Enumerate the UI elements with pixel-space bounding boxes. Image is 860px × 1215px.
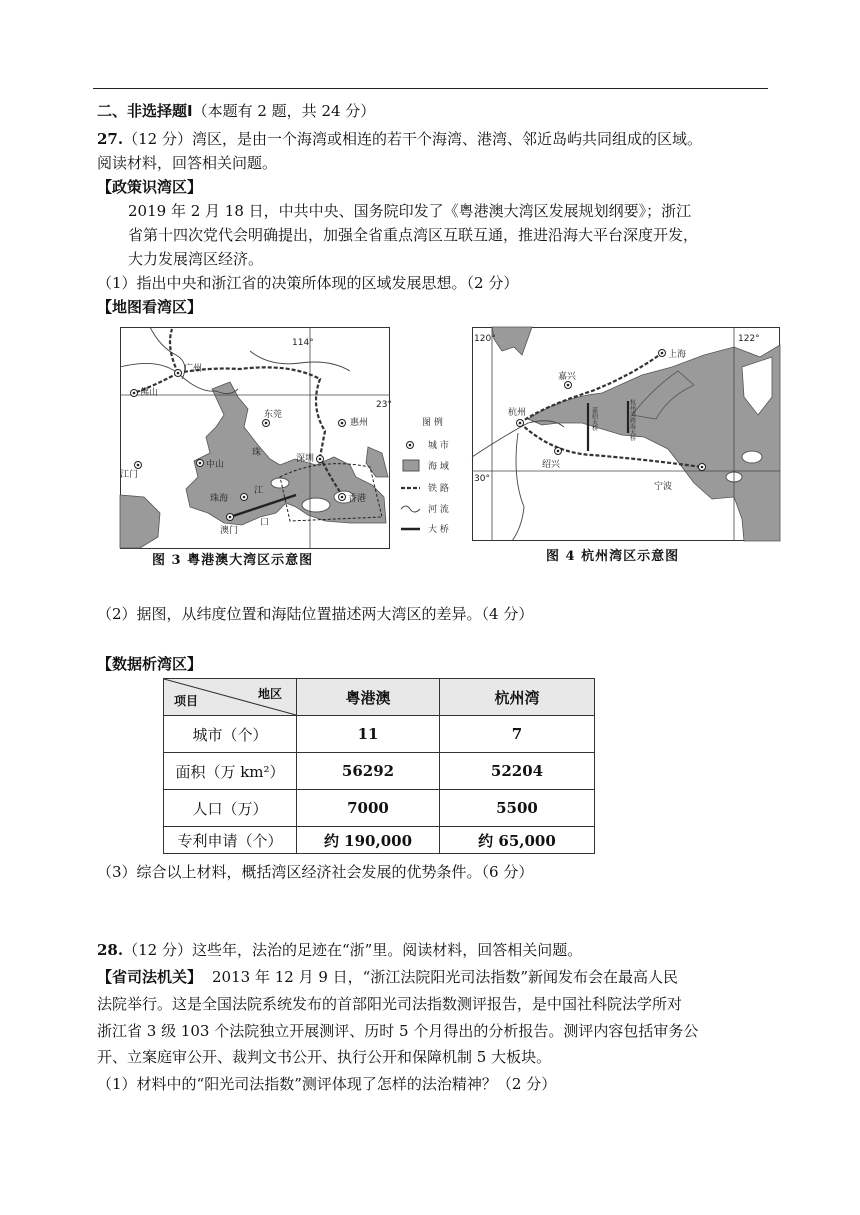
q28-para1-text: 2013 年 12 月 9 日，“浙江法院阳光司法指数”新闻发布会在最高人民 <box>212 968 678 986</box>
fig3-caption: 图 3 粤港澳大湾区示意图 <box>152 553 314 568</box>
legend-bridge: 大 桥 <box>428 525 449 535</box>
fig3-lon-label: 114° <box>292 338 314 348</box>
fig4-lon-label-122: 122° <box>738 334 760 344</box>
q27-sub3: （3）综合以上材料，概括湾区经济社会发展的优势条件。（6 分） <box>97 863 534 881</box>
city-shanghai: 上海 <box>668 350 687 360</box>
table-corner-cell <box>164 679 297 716</box>
section-title <box>97 100 375 122</box>
q28-number: 28. <box>97 941 124 959</box>
fig4-caption: 图 4 杭州湾区示意图 <box>546 549 680 564</box>
judicial-heading: 【省司法机关】 <box>97 968 203 986</box>
policy-line2: 省第十四次党代会明确提出，加强全省重点湾区互联互通，推进沿海大平台深度开发， <box>128 226 699 244</box>
q27-intro-line1: （12 分）湾区，是由一个海湾或相连的若干个海湾、港湾、邻近岛屿共同组成的区域。 <box>123 130 702 148</box>
fig3-map <box>120 327 390 549</box>
legend-sea: 海 域 <box>428 462 449 472</box>
policy-line1: 2019 年 2 月 18 日，中共中央、国务院印发了《粤港澳大湾区发展规划纲要》；浙江 <box>128 202 692 220</box>
fig3-legend <box>398 415 466 545</box>
section-title-rest: （本题有 2 题，共 24 分） <box>192 102 376 120</box>
city-jiangmen: 江门 <box>120 470 139 480</box>
city-guangzhou: 广州 <box>184 364 203 374</box>
q28-sub1: （1）材料中的“阳光司法指数”测评体现了怎样的法治精神？（2 分） <box>97 1075 557 1093</box>
city-zhongshan: 中山 <box>206 460 225 470</box>
bridge-label-hangzhou-bay: 杭州湾跨海大桥 <box>628 399 636 441</box>
table-header-row <box>164 679 595 716</box>
water-label-zhu: 珠 <box>252 448 262 458</box>
city-foshan: 佛山 <box>140 388 159 398</box>
fig4-lon-label-120: 120° <box>474 334 496 344</box>
policy-line3: 大力发展湾区经济。 <box>128 250 264 268</box>
table-row <box>164 716 595 753</box>
legend-river: 河 流 <box>428 505 449 515</box>
q28-para-line1 <box>97 966 678 988</box>
q28-para-line2: 法院举行。这是全国法院系统发布的首部阳光司法指数测评报告，是中国社科院法学所对 <box>97 995 683 1013</box>
fig3-lat-label: 23° <box>376 400 392 410</box>
city-zhuhai: 珠海 <box>210 494 229 504</box>
city-shaoxing: 绍兴 <box>542 460 561 470</box>
row-value-hzb: 5500 <box>440 790 595 827</box>
city-jiaxing: 嘉兴 <box>558 372 577 382</box>
table-row <box>164 790 595 827</box>
q28-intro-text: （12 分）这些年，法治的足迹在“浙”里。阅读材料，回答相关问题。 <box>123 941 583 959</box>
city-ningbo: 宁波 <box>654 482 673 492</box>
row-value-gba: 7000 <box>297 790 440 827</box>
q27-sub1: （1）指出中央和浙江省的决策所体现的区域发展思想。（2 分） <box>97 274 519 292</box>
header-col-hzb: 杭州湾 <box>440 679 595 716</box>
bridge-label-jiashao: 嘉绍大桥 <box>590 407 598 431</box>
top-rule <box>93 88 768 89</box>
table-row <box>164 827 595 854</box>
row-label: 城市（个） <box>164 716 297 753</box>
row-value-hzb: 约 65,000 <box>440 827 595 854</box>
table-row <box>164 753 595 790</box>
row-value-gba: 11 <box>297 716 440 753</box>
header-col-gba: 粤港澳 <box>297 679 440 716</box>
city-dongguan: 东莞 <box>264 410 283 420</box>
stats-table <box>163 678 595 854</box>
water-label-jiang: 江 <box>254 486 264 496</box>
q27-number: 27. <box>97 130 124 148</box>
water-label-kou: 口 <box>260 518 270 528</box>
legend-city: 城 市 <box>428 441 449 451</box>
legend-railway: 铁 路 <box>428 484 449 494</box>
q28-intro <box>97 939 582 961</box>
map-heading: 【地图看湾区】 <box>97 298 203 316</box>
legend-title: 图 例 <box>422 418 443 428</box>
q27-intro-line2: 阅读材料，回答相关问题。 <box>97 154 278 172</box>
row-value-hzb: 52204 <box>440 753 595 790</box>
q28-para-line4: 开、立案庭审公开、裁判文书公开、执行公开和保障机制 5 大板块。 <box>97 1048 552 1066</box>
fig4-lat-label: 30° <box>474 474 490 484</box>
header-region: 地区 <box>257 687 282 701</box>
row-label: 专利申请（个） <box>164 827 297 854</box>
q27-intro <box>97 128 702 150</box>
q27-sub2: （2）据图，从纬度位置和海陆位置描述两大湾区的差异。（4 分） <box>97 605 534 623</box>
row-value-gba: 56292 <box>297 753 440 790</box>
row-label: 人口（万） <box>164 790 297 827</box>
fig4-map <box>472 327 780 541</box>
row-value-gba: 约 190,000 <box>297 827 440 854</box>
header-item: 项目 <box>174 694 199 708</box>
row-label: 面积（万 km²） <box>164 753 297 790</box>
row-value-hzb: 7 <box>440 716 595 753</box>
q28-para-line3: 浙江省 3 级 103 个法院独立开展测评、历时 5 个月得出的分析报告。测评内容包括审务公 <box>97 1022 699 1040</box>
data-heading: 【数据析湾区】 <box>97 655 203 673</box>
city-huizhou: 惠州 <box>350 418 369 428</box>
city-shenzhen: 深圳 <box>296 454 315 464</box>
section-title-bold: 二、非选择题Ⅰ <box>97 102 193 120</box>
policy-heading: 【政策识湾区】 <box>97 178 203 196</box>
city-hangzhou: 杭州 <box>508 408 527 418</box>
city-hongkong: 香港 <box>348 494 367 504</box>
city-macau: 澳门 <box>220 526 239 536</box>
